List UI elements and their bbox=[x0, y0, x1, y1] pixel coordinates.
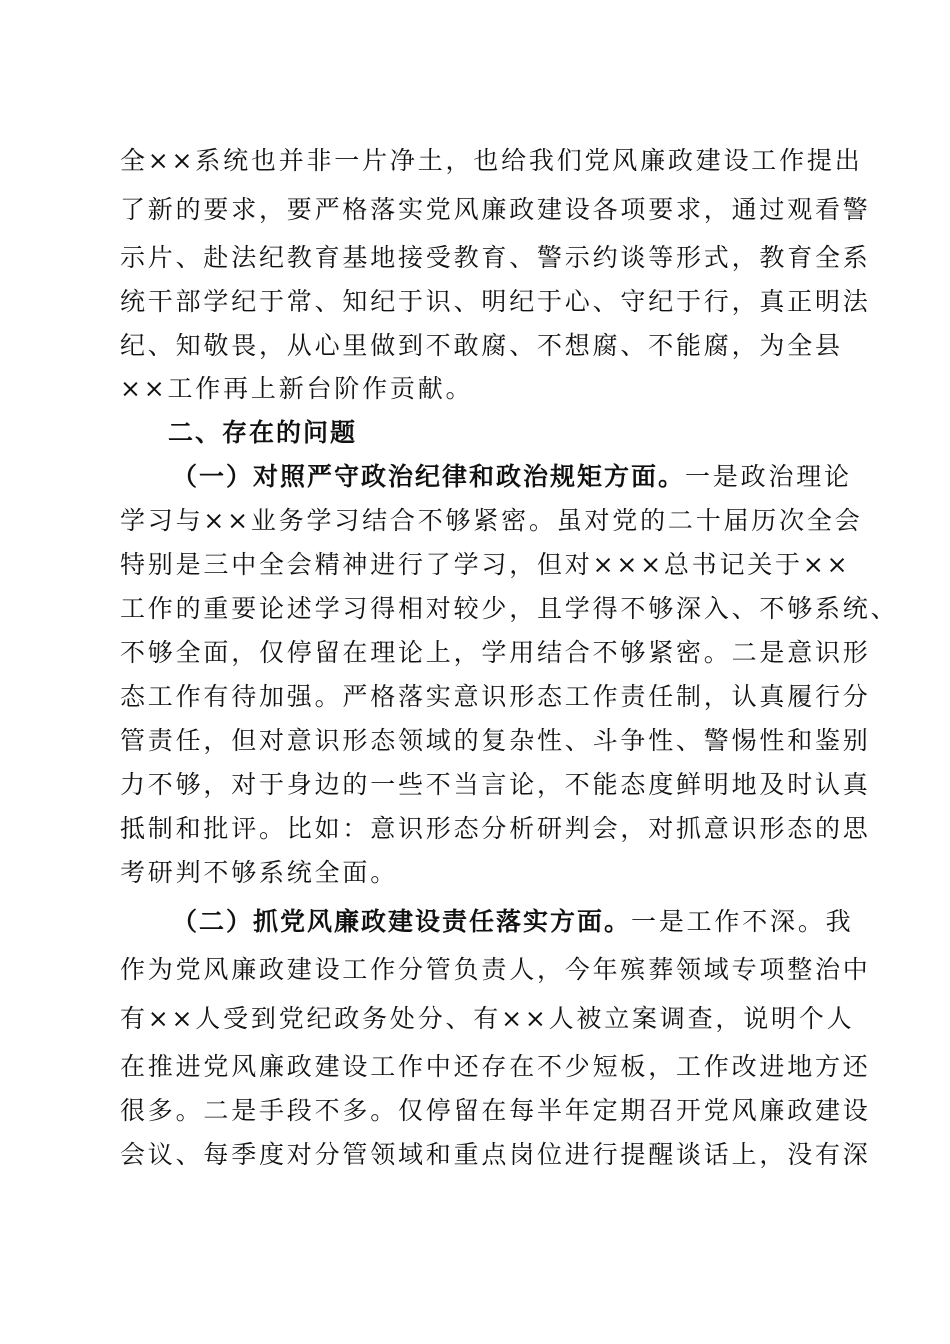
para1-line: 态工作有待加强。严格落实意识形态工作责任制，认真履行分 bbox=[120, 682, 871, 711]
para2-first-line-rest: 一是工作不深。我 bbox=[631, 907, 854, 936]
intro-line: 统干部学纪于常、知纪于识、明纪于心、守纪于行，真正明法 bbox=[120, 287, 871, 316]
intro-line: ××工作再上新台阶作贡献。 bbox=[120, 374, 474, 403]
para1-line: 特别是三中全会精神进行了学习，但对×××总书记关于×× bbox=[120, 550, 851, 579]
para2-line: 会议、每季度对分管领域和重点岗位进行提醒谈话上，没有深 bbox=[120, 1140, 871, 1169]
para1-first-line bbox=[172, 460, 852, 494]
para1-line: 抵制和批评。比如：意识形态分析研判会，对抓意识形态的思 bbox=[120, 814, 871, 843]
para1-heading: （一）对照严守政治纪律和政治规矩方面。 bbox=[172, 462, 686, 491]
para2-first-line bbox=[172, 905, 853, 939]
para1-line: 管责任，但对意识形态领域的复杂性、斗争性、警惕性和鉴别 bbox=[120, 726, 871, 755]
para1-first-line-rest: 一是政治理论 bbox=[685, 462, 852, 491]
para1-line: 力不够，对于身边的一些不当言论，不能态度鲜明地及时认真 bbox=[120, 770, 871, 799]
para1-line: 不够全面，仅停留在理论上，学用结合不够紧密。二是意识形 bbox=[120, 638, 871, 667]
para2-line: 作为党风廉政建设工作分管负责人，今年殡葬领域专项整治中 bbox=[120, 955, 871, 984]
intro-line: 了新的要求，要严格落实党风廉政建设各项要求，通过观看警 bbox=[120, 195, 871, 224]
para1-line: 考研判不够系统全面。 bbox=[120, 858, 399, 887]
intro-line: 示片、赴法纪教育基地接受教育、警示约谈等形式，教育全系 bbox=[120, 243, 871, 272]
para2-line: 有××人受到党纪政务处分、有××人被立案调查，说明个人 bbox=[120, 1004, 855, 1033]
para2-line: 在推进党风廉政建设工作中还存在不少短板，工作改进地方还 bbox=[120, 1052, 871, 1081]
para2-line: 很多。二是手段不多。仅停留在每半年定期召开党风廉政建设 bbox=[120, 1096, 871, 1125]
section-heading: 二、存在的问题 bbox=[168, 418, 358, 447]
intro-line: 纪、知敬畏，从心里做到不敢腐、不想腐、不能腐，为全县 bbox=[120, 331, 843, 360]
para1-line: 学习与××业务学习结合不够紧密。虽对党的二十届历次全会 bbox=[120, 506, 863, 535]
para2-heading: （二）抓党风廉政建设责任落实方面。 bbox=[172, 907, 632, 936]
para1-line: 工作的重要论述学习得相对较少，且学得不够深入、不够系统、 bbox=[120, 594, 899, 623]
intro-line: 全××系统也并非一片净土，也给我们党风廉政建设工作提出 bbox=[120, 146, 863, 175]
